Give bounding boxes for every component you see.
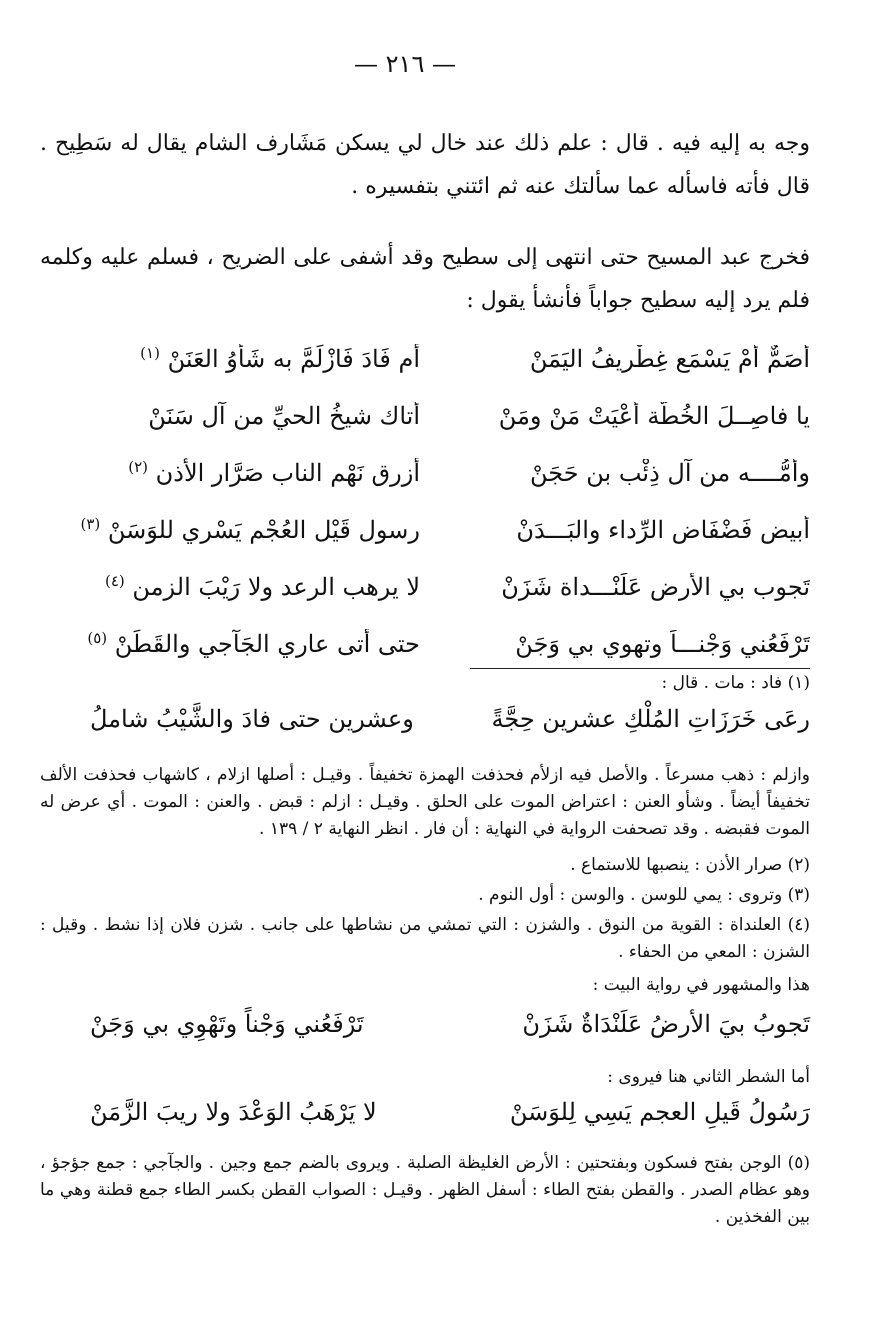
footnote-verse-first: رَسُولُ قَيلِ العجم يَسِي لِلوَسَنْ <box>509 1098 810 1126</box>
footnote-verse-second: وعشرين حتى فادَ والشَّيْبُ شاملُ <box>90 705 414 733</box>
verse-line <box>60 615 810 672</box>
verse-hemistich-first: وأُمُّــــه من آل ذِئْب بن حَجَنْ <box>530 458 810 487</box>
footnote-marker: (٤) <box>105 572 125 590</box>
verse-hemistich-second <box>60 515 420 544</box>
verse-line <box>60 558 810 615</box>
verse-line <box>60 387 810 444</box>
verse-line <box>60 330 810 387</box>
hemistich-text: حتى أتى عاري الجَآجي والقَطَنْ <box>114 630 420 658</box>
footnote-3: (٣) وتروى : يمي للوسن . والوسن : أول النوم . <box>478 885 810 905</box>
verse-hemistich-first: أَصَمٌّ أَمْ يَسْمَع غِطْرِيفُ اليَمَنْ <box>529 344 810 373</box>
footnote-verse-first: رعَى خَرَزَاتِ المُلْكِ عشرين حِجَّةً <box>491 705 810 733</box>
hemistich-text: لا يرهب الرعد ولا رَيْبَ الزمن <box>132 573 420 601</box>
footnote-verse-second: تَرْفَعُني وَجْناً وتَهْوِي بي وَجَنْ <box>90 1010 364 1038</box>
paragraph-1: وجه به إليه فيه . قال : علم ذلك عند خال لي يسكن مَشَارف الشام يقال له سَطِيح . قال فأته فاسأله عما سألتك عنه ثم ائتني بتفسيره . <box>40 131 810 199</box>
footnote-verse-first: تَجوبُ بيَ الأرضُ عَلَنْدَاةٌ شَزَنْ <box>522 1010 810 1038</box>
footnote-divider <box>470 668 810 669</box>
footnote-marker: (١) <box>140 344 160 362</box>
footnote-marker: (٢) <box>128 458 148 476</box>
verse-hemistich-first: تَجوب بي الأرض عَلَنْـــداة شَزَنْ <box>501 572 810 601</box>
verse-hemistich-second <box>60 402 420 430</box>
hemistich-text: أتاك شيخُ الحيِّ من آل سَنَنْ <box>148 401 420 430</box>
hemistich-text: أم فَادَ فَازْلَمَّ به شَأْوُ العَنَنْ <box>167 345 420 373</box>
page-number: — ٢١٦ — <box>354 50 456 78</box>
verse-line <box>60 444 810 501</box>
footnote-verse <box>90 1098 810 1126</box>
verse-hemistich-second <box>60 344 420 373</box>
hemistich-text: أزرق نَهْم الناب صَرَّار الأذن <box>155 459 420 487</box>
poem <box>60 330 810 672</box>
footnote-2: (٢) صرار الأذن : ينصبها للاستماع . <box>570 855 810 875</box>
verse-hemistich-first: يا فاصِــلَ الخُطَّة أَعْيَتْ مَنْ ومَنْ <box>498 401 810 430</box>
footnote-4-intro: هذا والمشهور في رواية البيت : <box>592 975 810 995</box>
footnote-1-head: (١) فاد : مات . قال : <box>661 673 810 693</box>
paragraph-2: فخرج عبد المسيح حتى انتهى إلى سطيح وقد أشفى على الضريح ، فسلم عليه وكلمه فلم يرد إليه سطيح جواباً فأنشأ يقول : <box>40 245 810 313</box>
footnote-5: (٥) الوجن بفتح فسكون وبفتحتين : الأرض الغليظة الصلبة . ويروى بالضم جمع وجين . والجآجي : جمع جؤجؤ ، وهو عظام الصدر . والقطن بفتح الطاء : أسفل الظهر . وقيـل : الصواب القطن بكسر الطاء جمع قطنة وهي ما بين الفخذين . <box>40 1153 810 1227</box>
footnote-4-intro-2: أما الشطر الثاني هنا فيروى : <box>607 1067 810 1087</box>
hemistich-text: رسول قَيْلِ العُجْم يَسْرِي للوَسَنْ <box>107 516 420 544</box>
footnote-verse <box>90 1010 810 1038</box>
footnote-4: (٤) العلنداة : القوية من النوق . والشزن : التي تمشي من نشاطها على جانب . شزن فلان إذا نشط . وقيل : الشزن : المعي من الحفاء . <box>40 915 810 962</box>
verse-hemistich-second <box>60 572 420 601</box>
verse-hemistich-second <box>60 629 420 658</box>
verse-hemistich-second <box>60 458 420 487</box>
verse-hemistich-first: تَرْفَعُني وَجْنـــاً وتهوي بي وَجَنْ <box>515 629 810 658</box>
footnote-verse-second: لا يَرْهَبُ الوَعْدَ ولا ريبَ الزَّمَنْ <box>90 1098 377 1126</box>
verse-hemistich-first: أَبيض فَضْفَاض الرِّداء والبَـــدَنْ <box>516 515 810 544</box>
verse-line <box>60 501 810 558</box>
footnote-marker: (٥) <box>87 629 108 647</box>
footnote-1-body: وازلم : ذهب مسرعاً . والأصل فيه ازلأم فحذفت الهمزة تخفيفاً . وقيـل : أصلها ازلام ، كاشهاب فحذفت الألف تخفيفاً أيضاً . وشأو العنن : اعتراض الموت على الحلق . وقيـل : ازلم : قبض . والعنن : الموت . أي عرض له الموت فقبضه . وقد تصحفت الرواية في النهاية : أن فار . انظر النهاية ٢ / ١٣٩ . <box>40 765 810 839</box>
footnote-verse <box>90 705 810 733</box>
footnote-marker: (٣) <box>80 515 101 533</box>
